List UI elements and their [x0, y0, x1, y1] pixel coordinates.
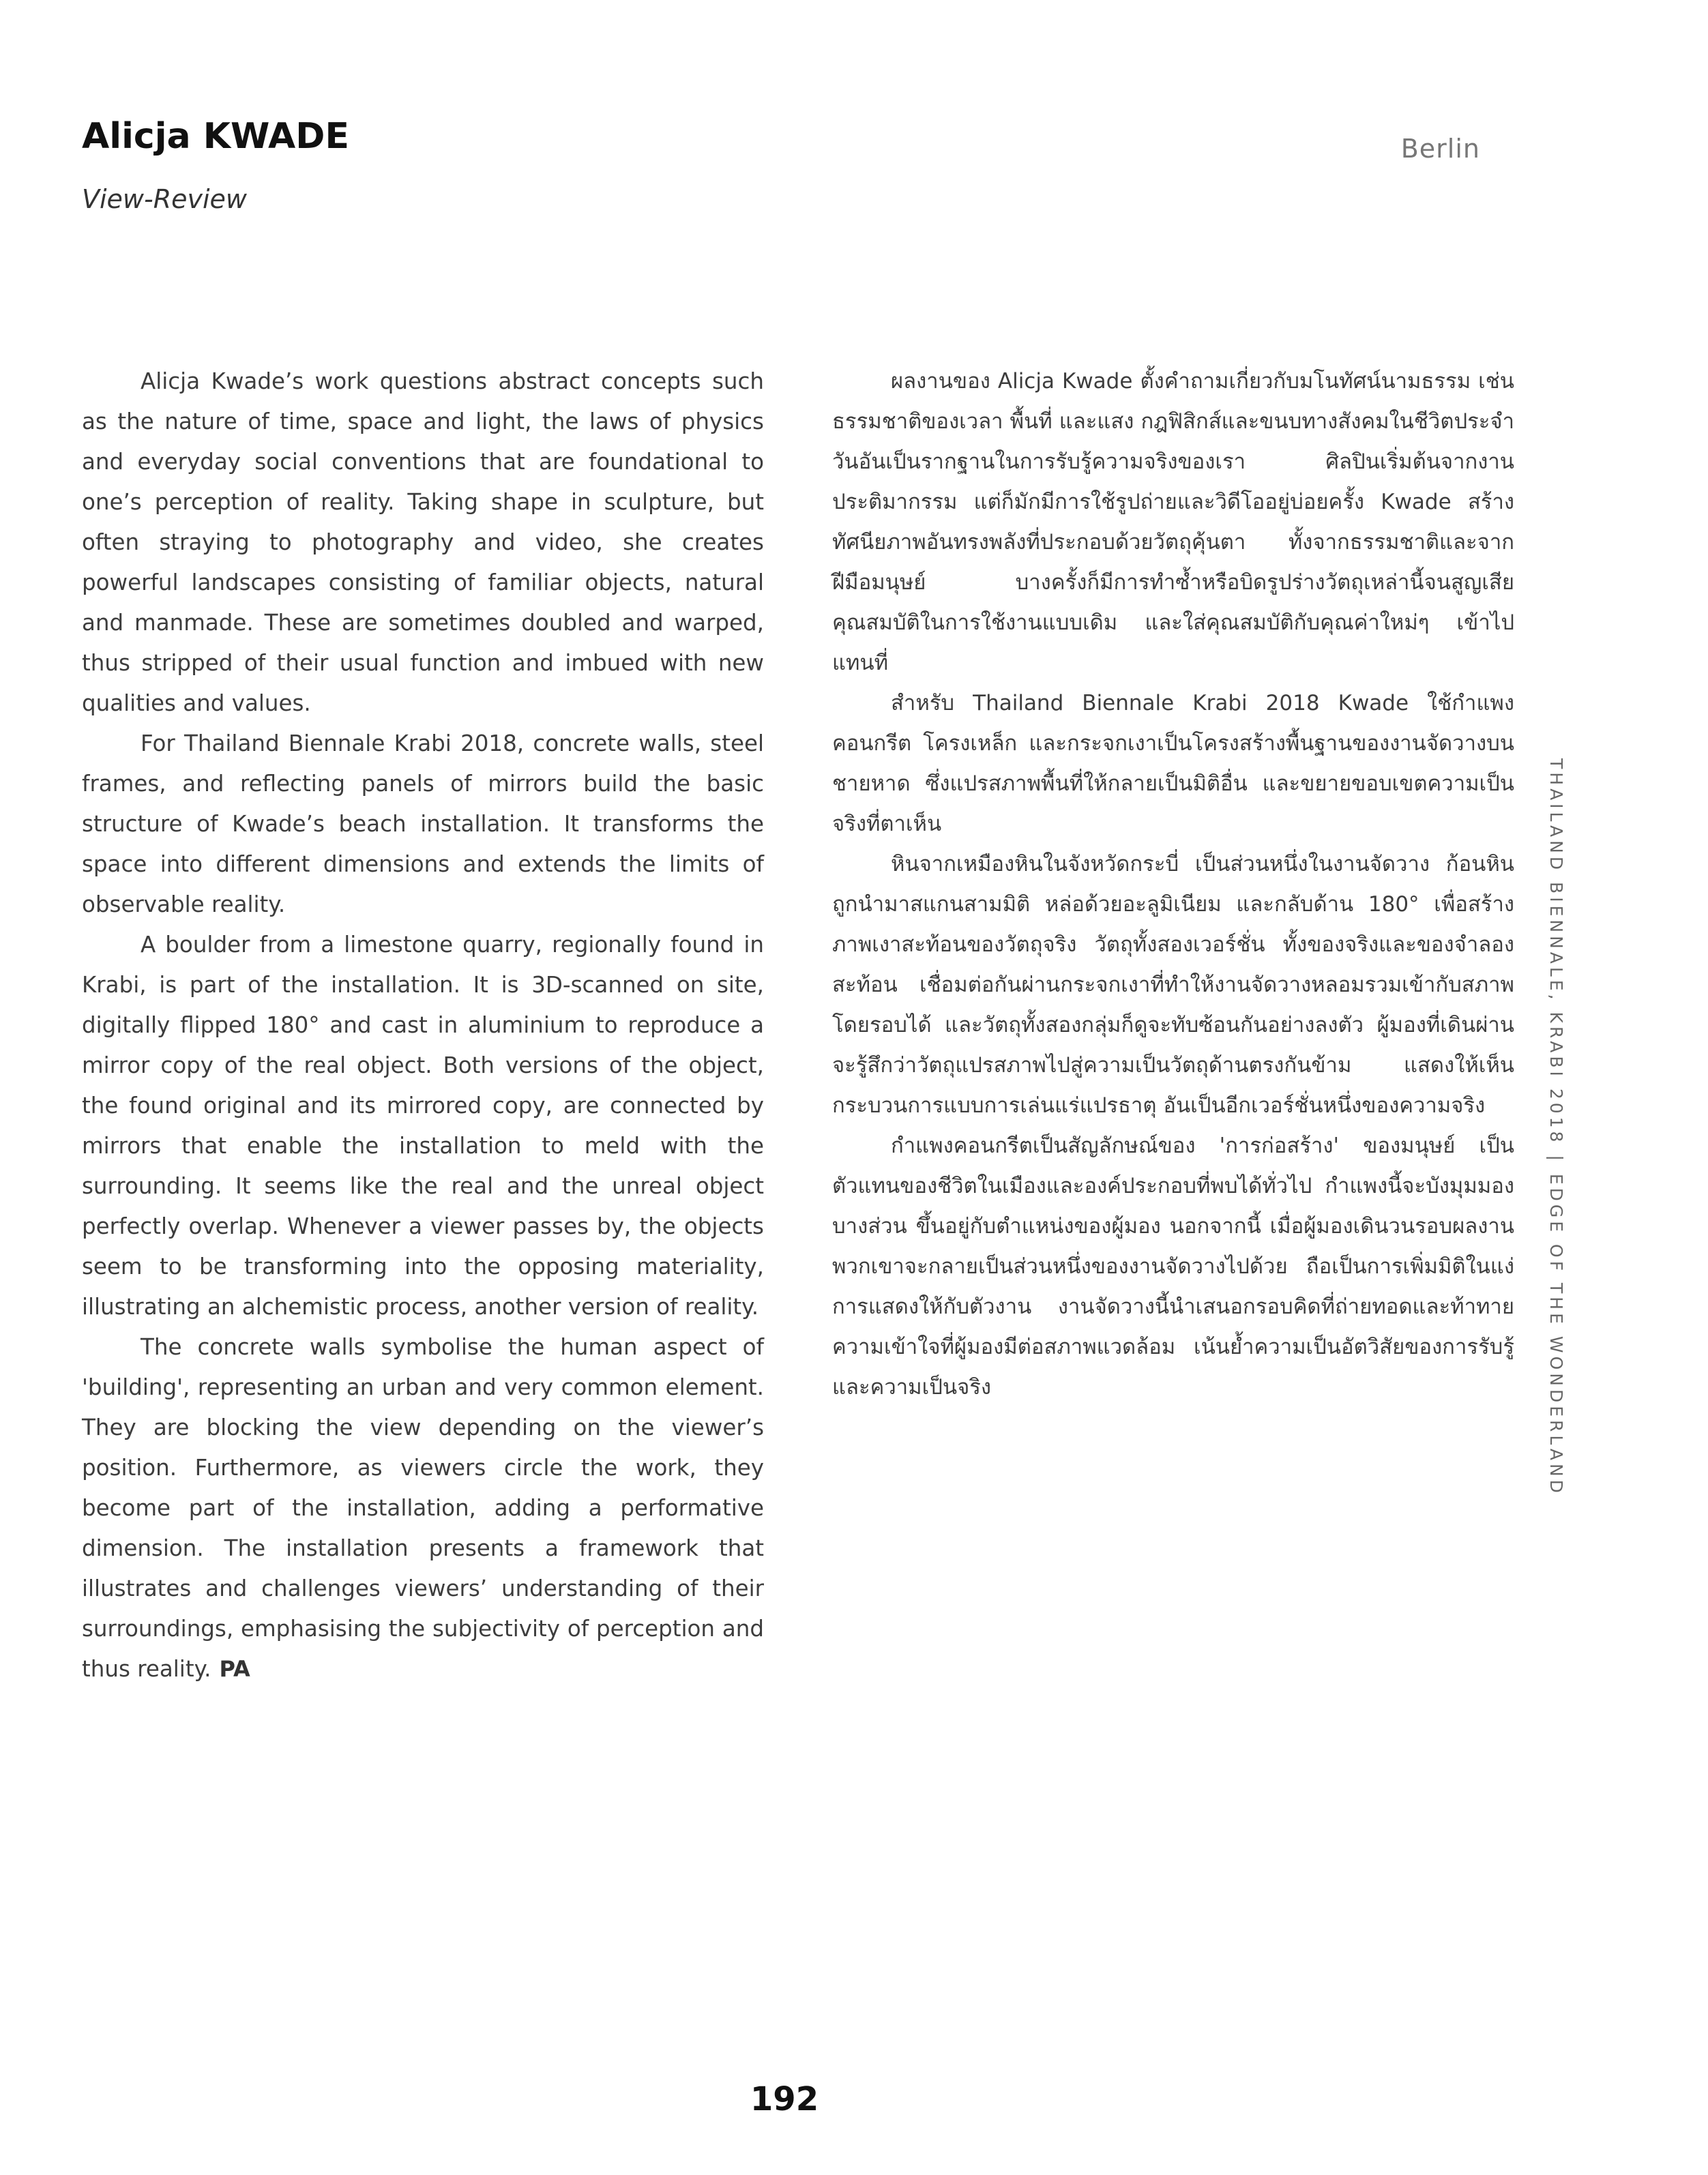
sidebar-separator: | [1546, 1155, 1566, 1164]
english-paragraph-1: Alicja Kwade’s work questions abstract concepts such as the nature of time, space and light, the laws of physics and everyday social conventions that are foundational to one’s perception of reality. Taking shape in sculpture, but often straying to photography and video, she creates powerful landscapes consisting of familiar objects, natural and manmade. These are sometimes doubled and warped, thus stripped of their usual function and imbued with new qualities and values. [82, 368, 764, 716]
thai-paragraph-2: สำหรับ Thailand Biennale Krabi 2018 Kwade ใช้กำแพงคอนกรีต โครงเหล็ก และกระจกเงาเป็นโครงสร้างพื้นฐานของงานจัดวางบนชายหาด ซึ่งแปรสภาพพื้นที่ให้กลายเป็นมิติอื่น และขยายขอบเขตความเป็นจริงที่ตาเห็น [832, 691, 1514, 836]
thai-paragraph-1: ผลงานของ Alicja Kwade ตั้งคำถามเกี่ยวกับมโนทัศน์นามธรรม เช่น ธรรมชาติของเวลา พื้นที่ และแสง กฎฟิสิกส์และขนบทางสังคมในชีวิตประจำวันอันเป็นรากฐานในการรับรู้ความจริงของเรา ศิลปินเริ่มต้นจากงานประติมากรรม แต่ก็มักมีการใช้รูปถ่ายและวิดีโออยู่บ่อยครั้ง Kwade สร้างทัศนียภาพอันทรงพลังที่ประกอบด้วยวัตถุคุ้นตา ทั้งจากธรรมชาติและจากฝีมือมนุษย์ บางครั้งก็มีการทำซ้ำหรือบิดรูปร่างวัตถุเหล่านี้จนสูญเสียคุณสมบัติในการใช้งานแบบเดิม และใส่คุณสมบัติกับคุณค่าใหม่ๆ เข้าไปแทนที่ [832, 369, 1514, 675]
page-number: 192 [750, 2080, 819, 2118]
artist-city: Berlin [1400, 134, 1480, 164]
english-text-column [82, 361, 764, 1689]
english-paragraph-4-text: The concrete walls symbolise the human aspect of 'building', representing an urban and very common element. They are blocking the view depending on the viewer’s position. Furthermore, as viewers circle the work, they become part of the installation, adding a performative dimension. The installation presents a framework that illustrates and challenges viewers’ understanding of their surroundings, emphasising the subjectivity of perception and thus reality. [82, 1334, 764, 1682]
thai-paragraph-4: กำแพงคอนกรีตเป็นสัญลักษณ์ของ 'การก่อสร้าง' ของมนุษย์ เป็นตัวแทนของชีวิตในเมืองและองค์ประกอบที่พบได้ทั่วไป กำแพงนี้จะบังมุมมองบางส่วน ขึ้นอยู่กับตำแหน่งของผู้มอง นอกจากนี้ เมื่อผู้มองเดินวนรอบผลงาน พวกเขาจะกลายเป็นส่วนหนึ่งของงานจัดวางไปด้วย ถือเป็นการเพิ่มมิติในแง่การแสดงให้กับตัวงาน งานจัดวางนี้นำเสนอกรอบคิดที่ถ่ายทอดและท้าทายความเข้าใจที่ผู้มองมีต่อสภาพแวดล้อม เน้นย้ำความเป็นอัตวิสัยของการรับรู้และความเป็นจริง [832, 1134, 1514, 1400]
publication-title: THAILAND BIENNALE, KRABI 2018 [1546, 758, 1566, 1146]
artwork-title: View-Review [82, 184, 248, 214]
thai-paragraph-3: หินจากเหมืองหินในจังหวัดกระบี่ เป็นส่วนหนึ่งในงานจัดวาง ก้อนหินถูกนำมาสแกนสามมิติ หล่อด้วยอะลูมิเนียม และกลับด้าน 180° เพื่อสร้างภาพเงาสะท้อนของวัตถุจริง วัตถุทั้งสองเวอร์ชั่น ทั้งของจริงและของจำลองสะท้อน เชื่อมต่อกันผ่านกระจกเงาที่ทำให้งานจัดวางหลอมรวมเข้ากับสภาพโดยรอบได้ และวัตถุทั้งสองกลุ่มก็ดูจะทับซ้อนกันอย่างลงตัว ผู้มองที่เดินผ่านจะรู้สึกว่าวัตถุแปรสภาพไปสู่ความเป็นวัตถุด้านตรงกันข้าม แสดงให้เห็นกระบวนการแบบการเล่นแร่แปรธาตุ อันเป็นอีกเวอร์ชั่นหนึ่งของความจริง [832, 852, 1514, 1118]
artist-name: Alicja KWADE [82, 116, 349, 157]
english-paragraph-4 [82, 1327, 764, 1689]
thai-text-column [832, 361, 1514, 1408]
vertical-running-header [1546, 758, 1566, 1496]
author-credit: PA [219, 1656, 250, 1682]
english-paragraph-2: For Thailand Biennale Krabi 2018, concrete walls, steel frames, and reflecting panels of mirrors build the basic structure of Kwade’s beach installation. It transforms the space into different dimensions and extends the limits of observable reality. [82, 730, 764, 917]
exhibition-theme: EDGE OF THE WONDERLAND [1546, 1173, 1566, 1496]
english-paragraph-3: A boulder from a limestone quarry, regionally found in Krabi, is part of the installation. It is 3D-scanned on site, digitally flipped 180° and cast in aluminium to reproduce a mirror copy of the real object. Both versions of the object, the found original and its mirrored copy, are connected by mirrors that enable the installation to meld with the surrounding. It seems like the real and the unreal object perfectly overlap. Whenever a viewer passes by, the objects seem to be transforming into the opposing materiality, illustrating an alchemistic process, another version of reality. [82, 932, 764, 1320]
